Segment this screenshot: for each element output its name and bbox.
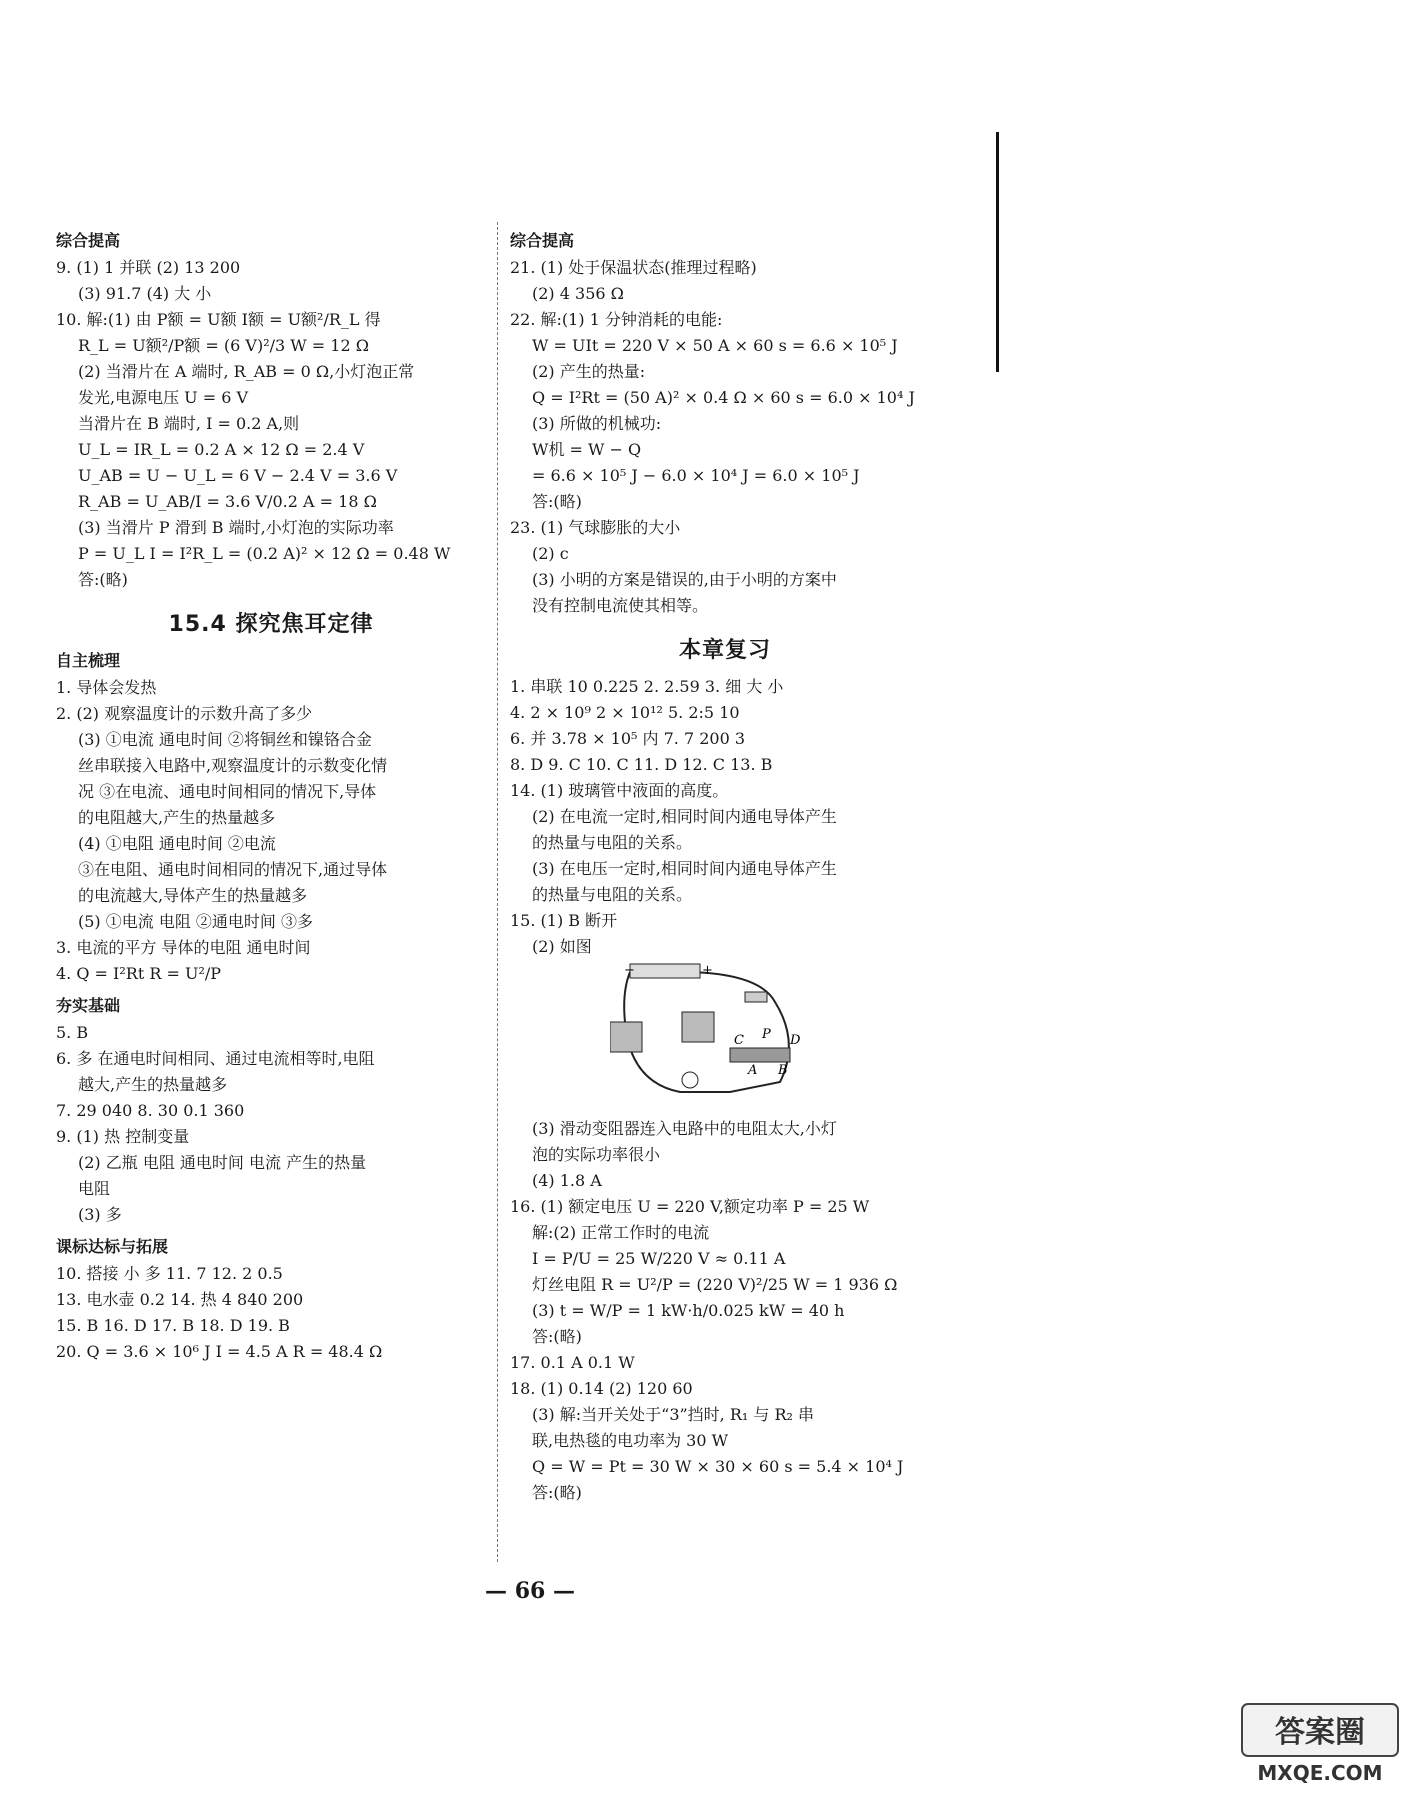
answer-line: 5. B (56, 1023, 89, 1042)
answer-line: 发光,电源电压 U = 6 V (78, 388, 249, 407)
answer-line: 没有控制电流使其相等。 (532, 596, 709, 615)
answer-line: (4) ①电阻 通电时间 ②电流 (78, 834, 276, 853)
answer-line: 6. 并 3.78 × 10⁵ 内 7. 7 200 3 (510, 729, 746, 748)
answer-line: (5) ①电流 电阻 ②通电时间 ③多 (78, 912, 314, 931)
answer-line: U_AB = U − U_L = 6 V − 2.4 V = 3.6 V (78, 466, 398, 485)
answer-line: 14. (1) 玻璃管中液面的高度。 (510, 781, 729, 800)
answer-line: 23. (1) 气球膨胀的大小 (510, 518, 681, 537)
margin-bar (996, 132, 999, 372)
page-number: — 66 — (485, 1578, 575, 1604)
section-title: 课标达标与拓展 (56, 1237, 169, 1256)
answer-line: (3) 当滑片 P 滑到 B 端时,小灯泡的实际功率 (78, 518, 394, 537)
circuit-label: P (762, 1027, 771, 1042)
answer-line: 10. 解:(1) 由 P额 = U额 I额 = U额²/R_L 得 (56, 310, 381, 329)
answer-line: (3) 小明的方案是错误的,由于小明的方案中 (532, 570, 837, 589)
circuit-label: D (790, 1033, 801, 1048)
answer-line: 7. 29 040 8. 30 0.1 360 (56, 1101, 245, 1120)
answer-line: R_L = U额²/P额 = (6 V)²/3 W = 12 Ω (78, 336, 369, 355)
answer-line: Q = W = Pt = 30 W × 30 × 60 s = 5.4 × 10⁴ J (532, 1457, 904, 1476)
section-title: 自主梳理 (56, 651, 121, 670)
answer-line: (3) 所做的机械功: (532, 414, 662, 433)
answer-line: 21. (1) 处于保温状态(推理过程略) (510, 258, 757, 277)
answer-line: (2) 在电流一定时,相同时间内通电导体产生 (532, 807, 837, 826)
answer-line: 2. (2) 观察温度计的示数升高了多少 (56, 704, 313, 723)
answer-line: 1. 导体会发热 (56, 678, 157, 697)
answer-line: 答:(略) (532, 1483, 582, 1502)
answer-line: 4. 2 × 10⁹ 2 × 10¹² 5. 2:5 10 (510, 703, 740, 722)
answer-line: 当滑片在 B 端时, I = 0.2 A,则 (78, 414, 300, 433)
watermark-title: 答案圈 (1275, 1715, 1365, 1750)
answer-line: 况 ③在电流、通电时间相同的情况下,导体 (78, 782, 377, 801)
answer-line: 泡的实际功率很小 (532, 1145, 661, 1164)
answer-line: 4. Q = I²Rt R = U²/P (56, 964, 222, 983)
answer-line: 丝串联接入电路中,观察温度计的示数变化情 (78, 756, 388, 775)
circuit-diagram (610, 962, 810, 1112)
answer-line: (3) 解:当开关处于“3”挡时, R₁ 与 R₂ 串 (532, 1405, 815, 1424)
answer-line: ③在电阻、通电时间相同的情况下,通过导体 (78, 860, 388, 879)
answer-line: 答:(略) (78, 570, 128, 589)
watermark-site: MXQE.COM (1257, 1761, 1383, 1785)
answer-line: 1. 串联 10 0.225 2. 2.59 3. 细 大 小 (510, 677, 784, 696)
answer-line: (3) 在电压一定时,相同时间内通电导体产生 (532, 859, 837, 878)
answer-line: 电阻 (78, 1179, 111, 1198)
section-title: 综合提高 (510, 231, 575, 250)
answer-line: (4) 1.8 A (532, 1171, 602, 1190)
chapter-heading: 本章复习 (678, 638, 771, 663)
answer-line: (3) t = W/P = 1 kW·h/0.025 kW = 40 h (532, 1301, 845, 1320)
answer-line: 灯丝电阻 R = U²/P = (220 V)²/25 W = 1 936 Ω (532, 1275, 898, 1294)
answer-line: = 6.6 × 10⁵ J − 6.0 × 10⁴ J = 6.0 × 10⁵ J (532, 466, 860, 485)
section-title: 夯实基础 (56, 996, 121, 1015)
answer-line: W机 = W − Q (532, 440, 642, 459)
answer-line: 的电阻越大,产生的热量越多 (78, 808, 276, 827)
answer-line: 联,电热毯的电功率为 30 W (532, 1431, 729, 1450)
answer-line: 6. 多 在通电时间相同、通过电流相等时,电阻 (56, 1049, 375, 1068)
answer-line: Q = I²Rt = (50 A)² × 0.4 Ω × 60 s = 6.0 × 10⁴ J (532, 388, 915, 407)
answer-line: 越大,产生的热量越多 (78, 1075, 228, 1094)
answer-line: 17. 0.1 A 0.1 W (510, 1353, 635, 1372)
answer-line: (2) 4 356 Ω (532, 284, 624, 303)
answer-line: (3) ①电流 通电时间 ②将铜丝和镍铬合金 (78, 730, 372, 749)
answer-line: 解:(2) 正常工作时的电流 (532, 1223, 710, 1242)
answer-line: I = P/U = 25 W/220 V ≈ 0.11 A (532, 1249, 786, 1268)
answer-line: (2) 如图 (532, 937, 592, 956)
left-column (56, 222, 486, 1365)
answer-line: (3) 多 (78, 1205, 122, 1224)
answer-line: (3) 滑动变阻器连入电路中的电阻太大,小灯 (532, 1119, 837, 1138)
answer-line: (2) 产生的热量: (532, 362, 646, 381)
answer-line: W = UIt = 220 V × 50 A × 60 s = 6.6 × 10⁵ J (532, 336, 898, 355)
answer-line: 22. 解:(1) 1 分钟消耗的电能: (510, 310, 723, 329)
answer-line: 9. (1) 热 控制变量 (56, 1127, 190, 1146)
answer-line: 3. 电流的平方 导体的电阻 通电时间 (56, 938, 311, 957)
answer-line: U_L = IR_L = 0.2 A × 12 Ω = 2.4 V (78, 440, 365, 459)
answer-line: 20. Q = 3.6 × 10⁶ J I = 4.5 A R = 48.4 Ω (56, 1342, 383, 1361)
chapter-heading: 15.4 探究焦耳定律 (168, 612, 374, 637)
circuit-label: + (702, 963, 713, 978)
answer-line: (2) c (532, 544, 569, 563)
answer-line: R_AB = U_AB/I = 3.6 V/0.2 A = 18 Ω (78, 492, 377, 511)
circuit-label: − (624, 963, 635, 978)
answer-line: (2) 乙瓶 电阻 通电时间 电流 产生的热量 (78, 1153, 367, 1172)
answer-line: 9. (1) 1 并联 (2) 13 200 (56, 258, 241, 277)
answer-line: 15. B 16. D 17. B 18. D 19. B (56, 1316, 290, 1335)
right-column (510, 222, 940, 1506)
answer-line: 的热量与电阻的关系。 (532, 885, 693, 904)
circuit-label: C (734, 1033, 744, 1048)
column-divider (497, 222, 498, 1562)
answer-line: 13. 电水壶 0.2 14. 热 4 840 200 (56, 1290, 304, 1309)
answer-line: 8. D 9. C 10. C 11. D 12. C 13. B (510, 755, 773, 774)
answer-line: 答:(略) (532, 492, 582, 511)
answer-line: 18. (1) 0.14 (2) 120 60 (510, 1379, 693, 1398)
answer-line: 15. (1) B 断开 (510, 911, 618, 930)
circuit-label: B (778, 1063, 788, 1078)
answer-line: 10. 搭接 小 多 11. 7 12. 2 0.5 (56, 1264, 283, 1283)
answer-line: (3) 91.7 (4) 大 小 (78, 284, 212, 303)
answer-line: (2) 当滑片在 A 端时, R_AB = 0 Ω,小灯泡正常 (78, 362, 415, 381)
answer-line: 的热量与电阻的关系。 (532, 833, 693, 852)
answer-line: P = U_L I = I²R_L = (0.2 A)² × 12 Ω = 0.48 W (78, 544, 451, 563)
watermark-logo (1240, 1702, 1400, 1786)
section-title: 综合提高 (56, 231, 121, 250)
answer-line: 的电流越大,导体产生的热量越多 (78, 886, 308, 905)
answer-line: 答:(略) (532, 1327, 582, 1346)
circuit-label: A (748, 1063, 758, 1078)
answer-line: 16. (1) 额定电压 U = 220 V,额定功率 P = 25 W (510, 1197, 870, 1216)
